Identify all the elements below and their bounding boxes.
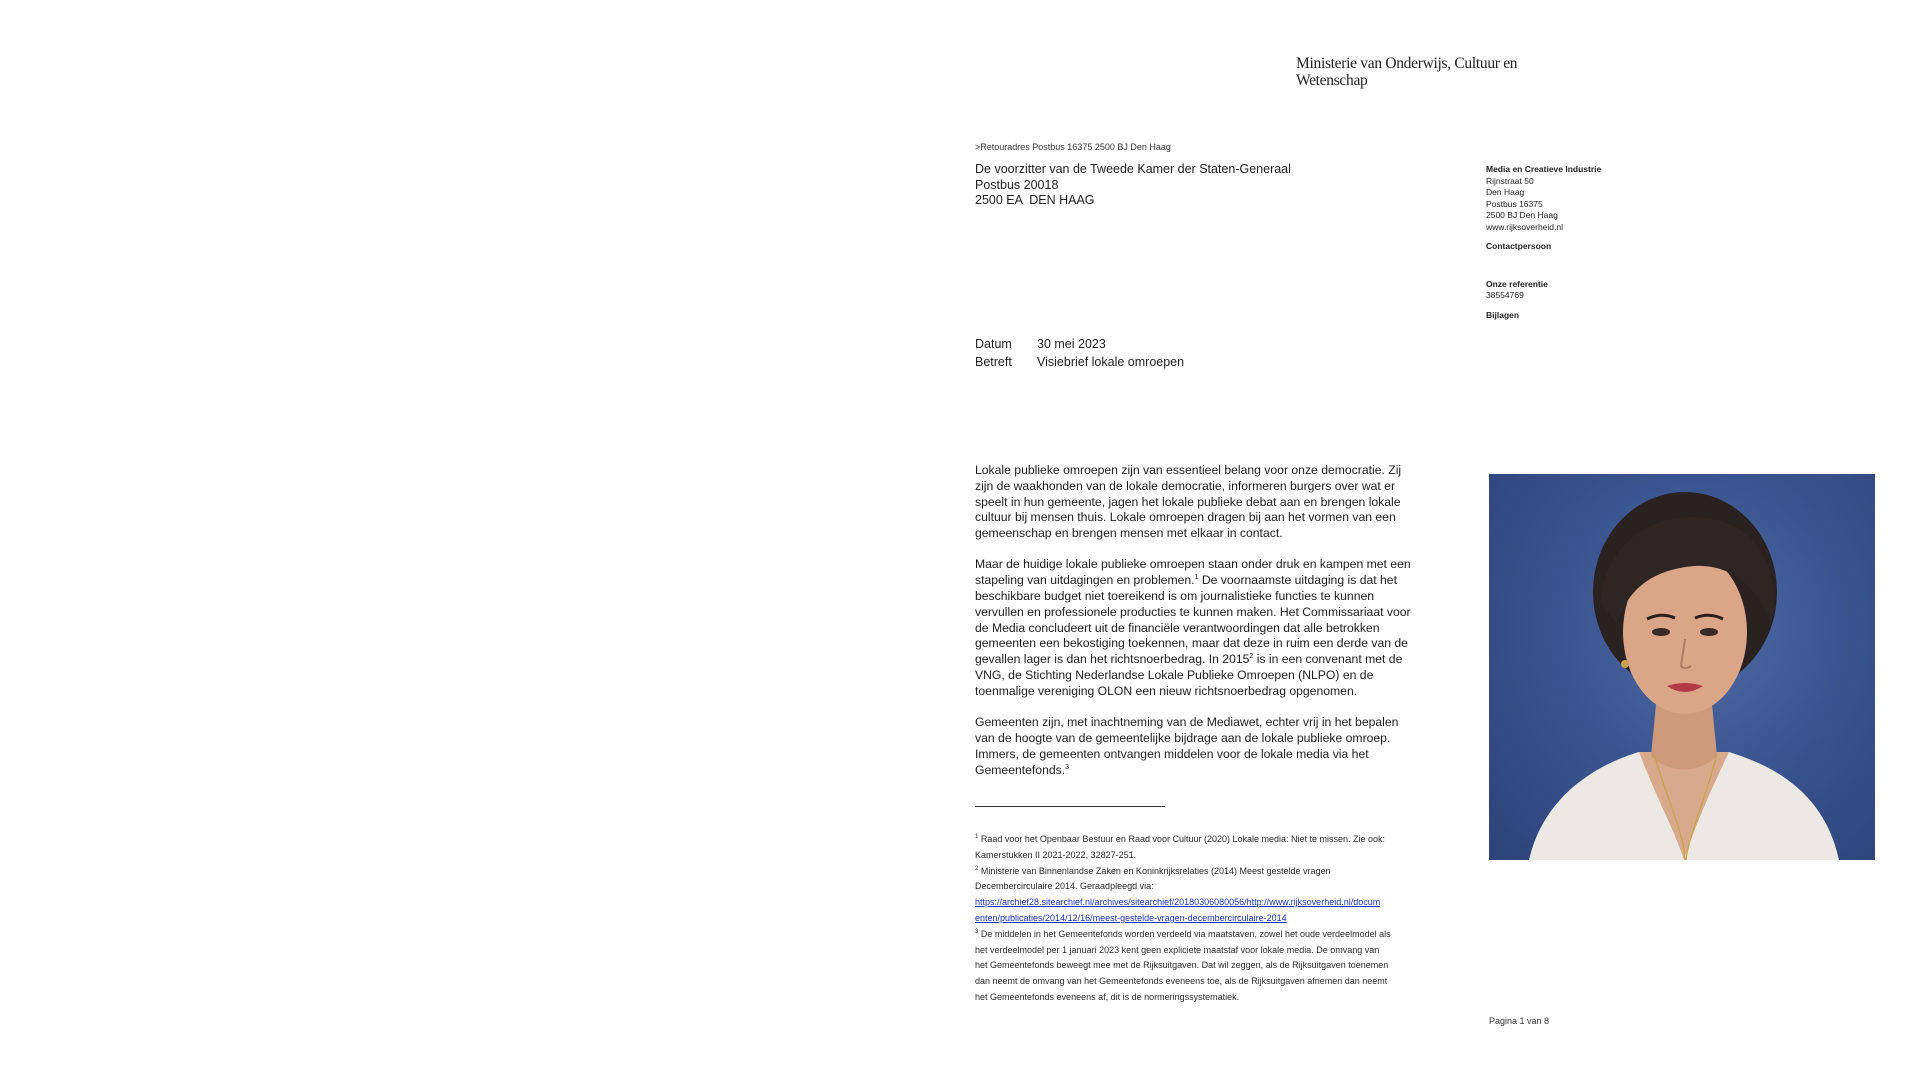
footnote-link[interactable]: enten/publicaties/2014/12/16/meest-gestelde-vragen-decembercirculaire-2014 [975,912,1287,923]
body-line: Gemeenten zijn, met inachtneming van de Mediawet, echter vrij in het bepalen [975,715,1399,730]
addressee-line1: De voorzitter van de Tweede Kamer der Staten-Generaal [975,162,1291,176]
body-line: zijn de waakhonden van de lokale democratie, informeren burgers over wat er [975,478,1396,493]
footnote-1 [975,832,1475,864]
addressee-line3: 2500 EA DEN HAAG [975,193,1095,207]
footnote-text: dan neemt de omvang van het Gemeentefonds eveneens toe, als de Rijksuitgaven afnemen dan neemt [975,976,1388,987]
footnote-text: Kamerstukken II 2021-2022, 32827-251. [975,849,1137,860]
body-line: Immers, de gemeenten ontvangen middelen voor de lokale media via het [975,746,1369,761]
subject-label: Betreft [975,355,1012,369]
footnote-text: Decembercirculaire 2014. Geraadpleegd via: [975,881,1154,892]
body-paragraph-1 [975,463,1463,542]
body-line: van de hoogte van de gemeentelijke bijdrage aan de lokale publieke omroep. [975,730,1391,745]
body-line: beschikbare budget niet toereikend is om journalistieke functies te kunnen [975,589,1375,604]
addressee-block [975,162,1291,209]
body-line: Lokale publieke omroepen zijn van essentieel belang voor onze democratie. Zij [975,463,1402,477]
reference-value: 38554769 [1486,290,1524,300]
body-paragraph-2 [975,557,1463,699]
footnote-text: het Gemeentefonds eveneens af, dit is de normeringssystematiek. [975,991,1240,1002]
letter-meta [975,335,1184,371]
body-line: vervullen en professionele producties te kunnen maken. Het Commissariaat voor [975,604,1411,619]
date-value: 30 mei 2023 [1037,337,1106,351]
sender-postbus: Postbus 16375 [1486,198,1543,209]
attachments-label: Bijlagen [1486,309,1520,320]
footnote-ref-2[interactable]: 2 [1249,653,1254,661]
subject-value: Visiebrief lokale omroepen [1037,355,1185,369]
sender-street: Rijnstraat 50 [1486,175,1534,186]
body-line: VNG, de Stichting Nederlandse Lokale Publieke Omroepen (NLPO) en de [975,668,1374,683]
footnote-text: het verdeelmodel per 1 januari 2023 kent geen expliciete maatstaf voor lokale media. De omvang van [975,944,1380,955]
body-line: gemeenschap en brengen mensen met elkaar in contact. [975,526,1283,541]
body-paragraph-3 [975,715,1463,778]
footnote-text: De middelen in het Gemeentefonds worden verdeeld via maatstaven, zowel het oude verdeelmodel als [978,928,1391,939]
ministry-name-line1: Ministerie van Onderwijs, Cultuur en [1296,55,1518,72]
body-line: gevallen lager is dan het richtsnoerbedrag. In 2015 [975,652,1250,667]
body-line: Maar de huidige lokale publieke omroepen staan onder druk en kampen met een [975,557,1411,572]
footnotes [975,832,1475,1006]
ministry-name-line2: Wetenschap [1296,72,1368,89]
portrait-photo [1489,474,1875,860]
ministry-letterhead [1296,55,1556,89]
footnote-2 [975,864,1475,927]
footnote-text: het Gemeentefonds beweegt mee met de Rijksuitgaven. Dat wil zeggen, als de Rijksuitgaven toenemen [975,960,1389,971]
portrait-illustration [1489,474,1875,860]
footnote-ref-1[interactable]: 1 [1194,574,1199,582]
body-line: stapeling van uitdagingen en problemen. [975,573,1195,588]
body-line: toenmalige vereniging OLON een nieuw richtsnoerbedrag opgenomen. [975,683,1358,698]
footnote-number: 2 [975,865,979,872]
body-line: gemeenten een bekostiging toekennen, maar dat deze in ruim een derde van de [975,636,1408,651]
return-address: >Retouradres Postbus 16375 2500 BJ Den Haag [975,142,1171,152]
page-number: Pagina 1 van 8 [1489,1016,1550,1026]
footnote-ref-3[interactable]: 3 [1065,763,1070,771]
reference-label: Onze referentie [1486,278,1548,289]
body-line: de Media concludeert uit de financiële verantwoordingen dat alle betrokken [975,620,1380,635]
body-line: speelt in hun gemeente, jagen het lokale publieke debat aan en brengen lokale [975,494,1401,509]
sender-city: Den Haag [1486,187,1525,197]
footnote-3 [975,927,1475,1006]
footnote-number: 3 [975,928,979,935]
footnote-text: Ministerie van Binnenlandse Zaken en Koninkrijksrelaties (2014) Meest gestelde vragen [978,865,1331,876]
body-line: is in een convenant met de [1253,652,1403,667]
letter-body [975,463,1463,794]
footnote-number: 1 [975,834,979,840]
body-line: Gemeentefonds. [975,762,1066,777]
department-name: Media en Creatieve Industrie [1486,164,1602,174]
footnote-link[interactable]: https://archief28.sitearchief.nl/archives/sitearchief/20180306080056/http://www.rijksoverheid.nl/docum [975,897,1381,908]
subject-row [975,353,1184,371]
sender-postcode: 2500 BJ Den Haag [1486,210,1558,220]
footnote-divider [975,806,1165,807]
sender-sidebar [1486,164,1686,321]
date-label: Datum [975,337,1012,351]
body-line: cultuur bij mensen thuis. Lokale omroepen dragen bij aan het vormen van een [975,510,1396,525]
sender-website: www.rijksoverheid.nl [1486,221,1563,232]
contact-label: Contactpersoon [1486,241,1552,251]
date-row [975,335,1184,353]
footnote-text: Raad voor het Openbaar Bestuur en Raad voor Cultuur (2020) Lokale media: Niet te missen. Zie ook: [978,834,1386,844]
addressee-line2: Postbus 20018 [975,177,1059,192]
body-line: De voornaamste uitdaging is dat het [1198,573,1397,588]
